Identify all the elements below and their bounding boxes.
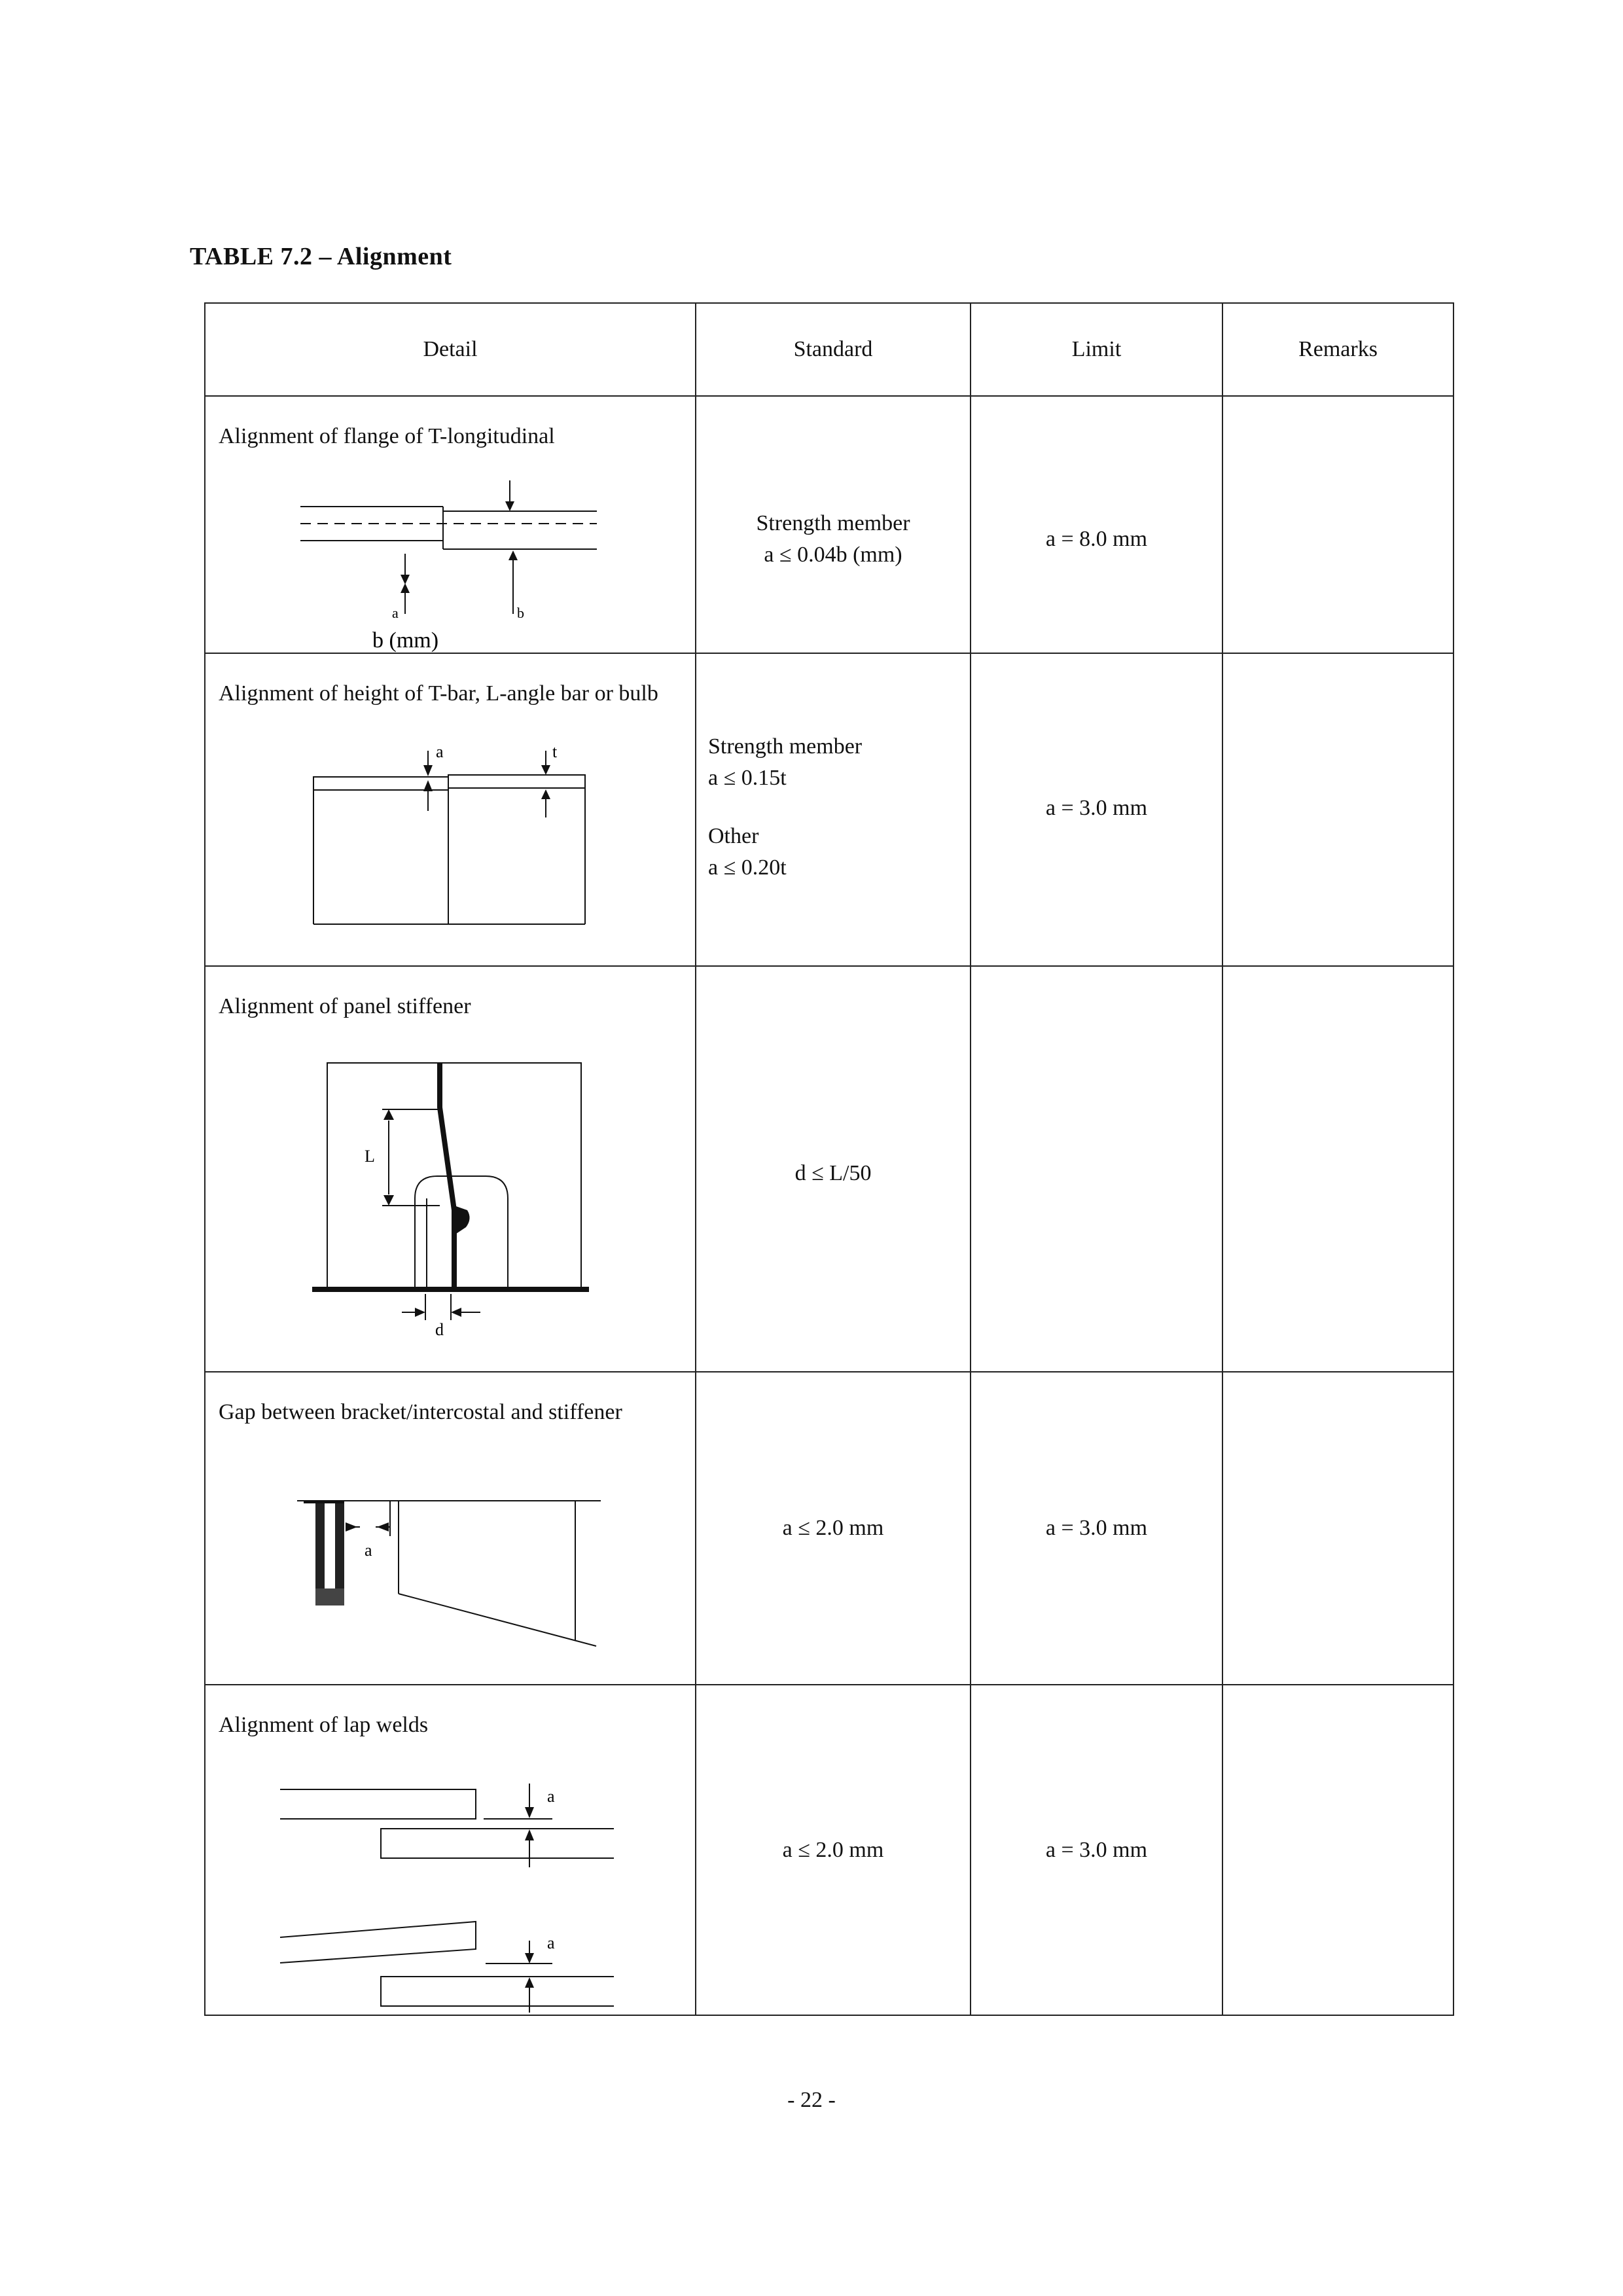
detail-cell	[205, 1372, 696, 1685]
standard-cell	[696, 966, 971, 1372]
table-row	[205, 1372, 1454, 1685]
detail-label: Alignment of height of T-bar, L-angle bar or bulb	[219, 681, 658, 706]
detail-label: Alignment of flange of T-longitudinal	[219, 424, 555, 448]
header-detail: Detail	[205, 303, 696, 396]
label-a: a	[436, 742, 444, 761]
table-row	[205, 396, 1454, 653]
standard-line: Strength member	[756, 511, 910, 535]
limit-value: a = 3.0 mm	[1045, 796, 1148, 820]
panel-stiffener-figure	[205, 967, 696, 1372]
label-a: a	[547, 1933, 555, 1952]
page-number: - 22 -	[787, 2088, 836, 2112]
limit-value: a = 3.0 mm	[1045, 1516, 1148, 1540]
detail-label: Alignment of lap welds	[219, 1713, 429, 1737]
label-a: a	[547, 1787, 555, 1806]
standard-cell	[696, 1372, 971, 1685]
header-remarks: Remarks	[1222, 303, 1454, 396]
detail-cell	[205, 396, 696, 653]
remarks-cell	[1222, 396, 1454, 653]
detail-cell	[205, 653, 696, 966]
standard-line: a ≤ 0.20t	[708, 855, 787, 880]
standard-line: Other	[708, 824, 759, 848]
detail-cell	[205, 966, 696, 1372]
label-a: a	[365, 1541, 372, 1560]
standard-line: Strength member	[708, 734, 863, 759]
limit-cell	[971, 966, 1222, 1372]
label-L: L	[365, 1147, 375, 1166]
limit-cell	[971, 1685, 1222, 2015]
standard-value: d ≤ L/50	[794, 1161, 872, 1185]
label-d: d	[435, 1320, 444, 1339]
tbar-height-figure	[205, 654, 696, 967]
limit-cell	[971, 1372, 1222, 1685]
table-row	[205, 966, 1454, 1372]
standard-value: a ≤ 2.0 mm	[782, 1516, 884, 1540]
flange-alignment-figure	[205, 397, 696, 654]
remarks-cell	[1222, 1685, 1454, 2015]
label-t: t	[552, 742, 558, 761]
standard-line: a ≤ 0.15t	[708, 766, 787, 790]
detail-label: Gap between bracket/intercostal and stiffener	[219, 1400, 622, 1424]
standard-cell	[696, 396, 971, 653]
standard-value: a ≤ 2.0 mm	[782, 1838, 884, 1862]
header-row	[205, 303, 1454, 396]
standard-line: a ≤ 0.04b (mm)	[764, 543, 902, 567]
remarks-cell	[1222, 1372, 1454, 1685]
remarks-cell	[1222, 653, 1454, 966]
limit-value: a = 8.0 mm	[1045, 527, 1148, 551]
alignment-table	[204, 302, 1454, 2016]
detail-label: Alignment of panel stiffener	[219, 994, 471, 1018]
table-row	[205, 1685, 1454, 2015]
label-a: a	[392, 605, 399, 621]
label-b-mm: b (mm)	[372, 628, 439, 653]
table-row	[205, 653, 1454, 966]
label-b: b	[517, 605, 524, 621]
table-title: TABLE 7.2 – Alignment	[190, 243, 452, 270]
limit-cell	[971, 396, 1222, 653]
standard-cell	[696, 1685, 971, 2015]
lap-weld-figure	[205, 1685, 696, 2016]
detail-cell	[205, 1685, 696, 2015]
limit-cell	[971, 653, 1222, 966]
standard-cell	[696, 653, 971, 966]
header-standard: Standard	[696, 303, 971, 396]
remarks-cell	[1222, 966, 1454, 1372]
bracket-gap-figure	[205, 1372, 696, 1685]
header-limit: Limit	[971, 303, 1222, 396]
limit-value: a = 3.0 mm	[1045, 1838, 1148, 1862]
